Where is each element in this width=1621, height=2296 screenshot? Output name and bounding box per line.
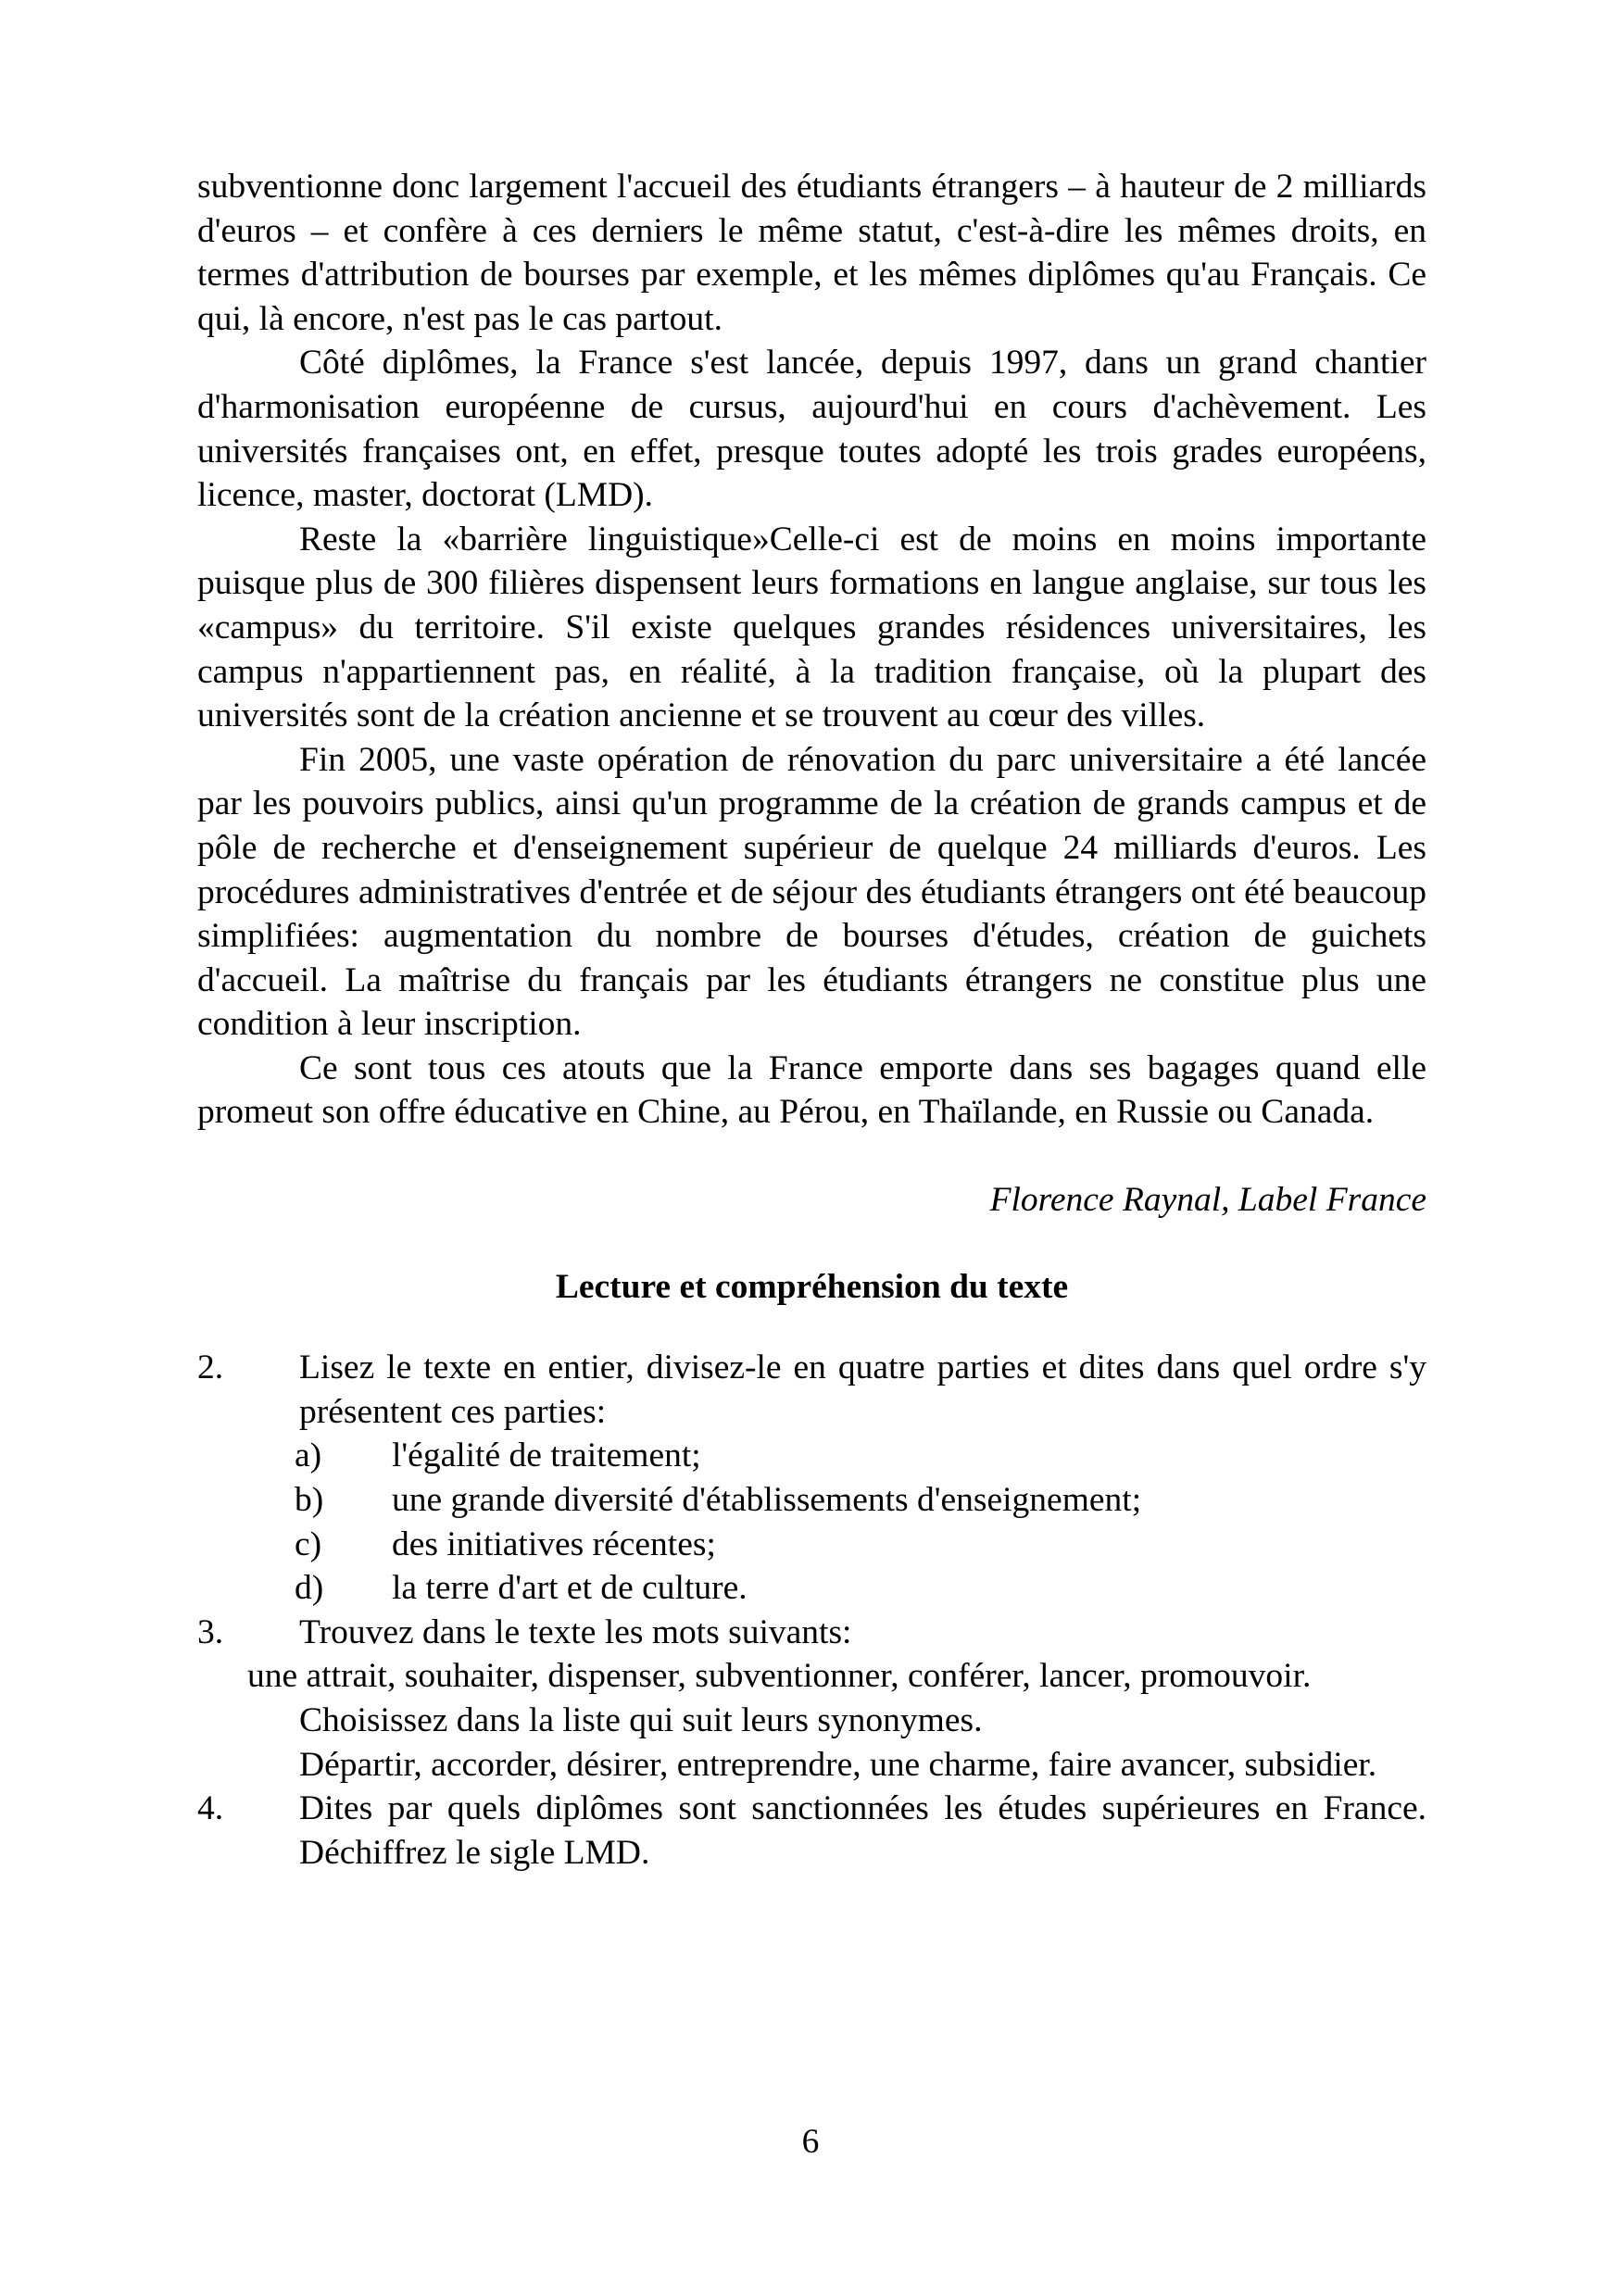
option-text: une grande diversité d'établissements d'enseignement; bbox=[392, 1481, 1142, 1520]
paragraph-1: subventionne donc largement l'accueil des étudiants étrangers – à hauteur de 2 milliards d'euros – et confère à ces derniers le même statut, c'est-à-dire les mêmes droits, en termes d'attribution de bourses par exemple, et les mêmes diplômes qu'au Français. Ce qui, là encore, n'est pas le cas partout. bbox=[197, 168, 1426, 338]
author-signature: Florence Raynal, Label France bbox=[989, 1181, 1426, 1220]
option-letter: a) bbox=[295, 1437, 322, 1475]
page-number: 6 bbox=[801, 2123, 820, 2161]
exercise-4 bbox=[197, 1787, 1426, 1875]
exercise-number: 4. bbox=[197, 1789, 224, 1828]
option-letter: b) bbox=[295, 1481, 324, 1520]
exercise-3 bbox=[197, 1611, 1426, 1655]
exercise-2 bbox=[197, 1346, 1426, 1434]
paragraph-4: Fin 2005, une vaste opération de rénovation du parc universitaire a été lancée par les pouvoirs publics, ainsi qu'un programme de la création de grands campus et de pôle de recherche et d'enseignement supérieur de quelque 24 milliards d'euros. Les procédures administratives d'entrée et de séjour des étudiants étrangers ont été beaucoup simplifiées: augmentation du nombre de bourses d'études, création de guichets d'accueil. La maîtrise du français par les étudiants étrangers ne constitue plus une condition à leur inscription. bbox=[197, 740, 1426, 1044]
exercise-number: 3. bbox=[197, 1612, 224, 1651]
section-heading: Lecture et compréhension du texte bbox=[555, 1267, 1069, 1306]
exercise-text: Trouvez dans le texte les mots suivants: bbox=[299, 1612, 852, 1651]
option-item bbox=[197, 1478, 1426, 1523]
exercise-number: 2. bbox=[197, 1349, 224, 1387]
option-item bbox=[197, 1434, 1426, 1478]
exercise-3-word-list: une attrait, souhaiter, dispenser, subventionner, conférer, lancer, promouvoir. bbox=[247, 1657, 1312, 1696]
option-item bbox=[197, 1523, 1426, 1567]
paragraph-5: Ce sont tous ces atouts que la France emporte dans ses bagages quand elle promeut son offre éducative en Chine, au Pérou, en Thaïlande, en Russie ou Canada. bbox=[197, 1048, 1426, 1132]
option-item bbox=[197, 1566, 1426, 1611]
page-content bbox=[197, 165, 1426, 1875]
option-text: l'égalité de traitement; bbox=[392, 1437, 701, 1475]
option-letter: d) bbox=[295, 1569, 324, 1608]
option-letter: c) bbox=[295, 1524, 322, 1563]
exercise-3-synonyms: Départir, accorder, désirer, entreprendre, une charme, faire avancer, subsidier. bbox=[299, 1745, 1377, 1784]
exercise-text: Dites par quels diplômes sont sanctionnées les études supérieures en France. Déchiffrez le sigle LMD. bbox=[299, 1789, 1426, 1872]
paragraph-2: Côté diplômes, la France s'est lancée, depuis 1997, dans un grand chantier d'harmonisation européenne de cursus, aujourd'hui en cours d'achèvement. Les universités françaises ont, en effet, presque toutes adopté les trois grades européens, licence, master, doctorat (LMD). bbox=[197, 344, 1426, 515]
option-text: des initiatives récentes; bbox=[392, 1524, 716, 1563]
paragraph-3: Reste la «barrière linguistique»Celle-ci est de moins en moins importante puisque plus de 300 filières dispensent leurs formations en langue anglaise, sur tous les «campus» du territoire. S'il existe quelques grandes résidences universitaires, les campus n'appartiennent pas, en réalité, à la tradition française, où la plupart des universités sont de la création ancienne et se trouvent au cœur des villes. bbox=[197, 520, 1426, 735]
exercise-list bbox=[197, 1346, 1426, 1875]
exercise-3-instruction: Choisissez dans la liste qui suit leurs synonymes. bbox=[299, 1701, 983, 1739]
option-text: la terre d'art et de culture. bbox=[392, 1569, 748, 1608]
exercise-2-options bbox=[197, 1434, 1426, 1610]
exercise-text: Lisez le texte en entier, divisez-le en quatre parties et dites dans quel ordre s'y présentent ces parties: bbox=[299, 1349, 1426, 1431]
